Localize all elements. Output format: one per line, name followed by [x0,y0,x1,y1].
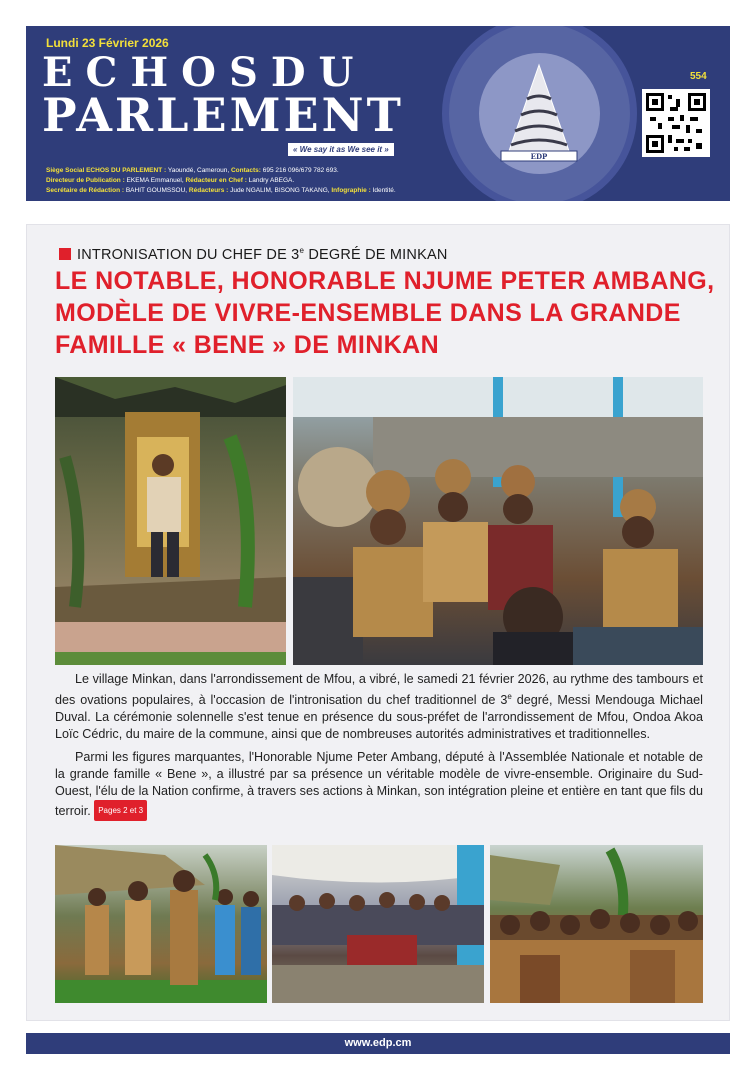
logo-text: EDP [530,152,548,161]
headline-line-3: FAMILLE « BENE » DE MINKAN [55,331,440,359]
paragraph-2: Parmi les figures marquantes, l'Honorable Njume Peter Ambang, député à l'Assemblée Nationale et notable de la grande famille « Bene », a illustré par sa présence un véritable modèle de vivre-ensemble. Originaire du Sud-Ouest, l'élu de la Nation confirme, à travers ses actions à Minkan, son intégration pleine et entière en tant que fils du terroir. Pages 2 et 3 [55,749,703,821]
issue-date: Lundi 23 Février 2026 [46,36,169,50]
tower-icon [479,53,600,174]
red-square-icon [59,248,71,260]
masthead [26,26,730,201]
credits-line-2: Directeur de Publication : EKEMA Emmanuel, Rédacteur en Chef : Landry ABEGA. [46,177,295,184]
article-body [55,671,703,827]
logo-inner-circle [479,53,600,174]
photo-officials-tent [272,845,484,1003]
paragraph-1: Le village Minkan, dans l'arrondissement de Mfou, a vibré, le samedi 21 février 2026, au rythme des tambours et des ovations populaires, à l'occasion de l'intronisation du chef traditionnel de 3e degré, Messi Mendouga Michael Duval. La cérémonie solennelle s'est tenue en présence du sous-préfet de l'arrondissement de Mfou, Ondoa Akoa Loïc Cédric, du maire de la commune, ainsi que de nombreuses autorités administratives et traditionnelles. [55,672,703,742]
article-kicker: INTRONISATION DU CHEF DE 3e DEGRÉ DE MINKAN [59,246,448,263]
footer-website[interactable]: www.edp.cm [26,1033,730,1054]
masthead-credits [46,166,396,196]
pages-reference-link[interactable]: Pages 2 et 3 [94,800,147,821]
qr-code-icon [646,93,706,153]
title-parlement: PARLEMENT [42,88,404,142]
headline-line-2: MODÈLE DE VIVRE-ENSEMBLE DANS LA GRANDE [55,299,681,327]
issue-number: 554 [690,71,707,82]
photo-crowd-celebration [490,845,703,1003]
article-headline[interactable] [55,265,715,361]
credits-line-1: Siège Social ECHOS DU PARLEMENT : Yaoundé, Cameroun, Contacts: 695 216 096/679 782 693. [46,167,339,174]
photo-chief-enthroned [55,377,286,665]
slogan: « We say it as We see it » [288,143,394,156]
photo-traditional-dancers [55,845,267,1003]
edp-logo [442,26,637,201]
headline-line-1: LE NOTABLE, HONORABLE NJUME PETER AMBANG, [55,267,715,295]
qr-code[interactable] [642,89,710,157]
credits-line-3: Secrétaire de Rédaction : BAHIT GOUMSSOU, Rédacteurs : Jude NGALIM, BISONG TAKANG, Infographie : Identité. [46,187,396,194]
front-page-article [26,224,730,1021]
title-echos-du: ECHOSDU [42,49,367,96]
photo-notables-seated [293,377,703,665]
